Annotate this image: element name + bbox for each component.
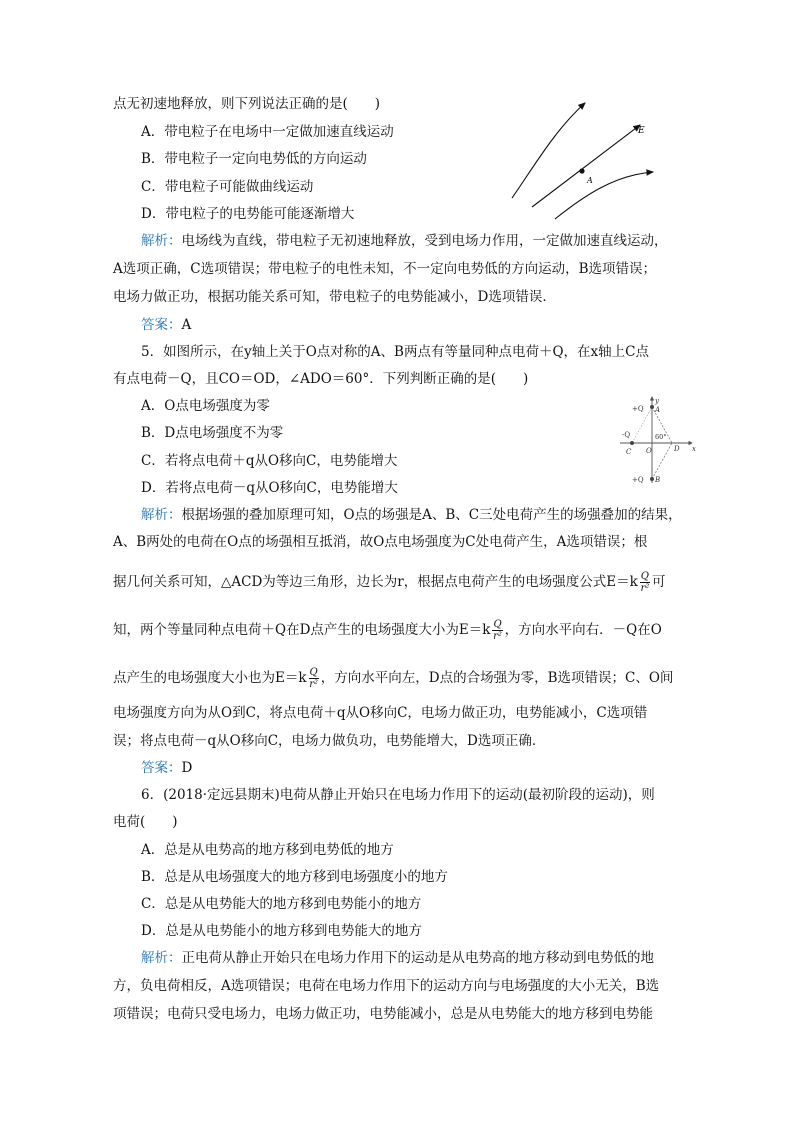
- fraction-q-r2: [492, 619, 502, 642]
- q4-analysis-line-1: 电场线为直线，带电粒子无初速地释放，受到电场力作用，一定做加速直线运动，: [181, 233, 668, 249]
- q6-analysis-line-2: 方，负电荷相反，A选项错误；电荷在电场力作用下的运动方向与电场强度的大小无关，B选: [113, 978, 660, 994]
- frac-den: r²: [309, 679, 319, 690]
- q4-analysis-line-2: A选项正确，C选项错误；带电粒子的电性未知，不一定向电势低的方向运动，B选项错误；: [113, 261, 656, 277]
- frac-den: r²: [640, 583, 650, 594]
- q4-analysis: [141, 232, 668, 250]
- q5-stem-2: 有点电荷－Q，且CO＝OD，∠ADO＝60°．下列判断正确的是( ): [113, 371, 529, 387]
- label-d: D: [674, 445, 680, 453]
- q5-stem-1: 5．如图所示，在y轴上关于O点对称的A、B两点有等量同种点电荷＋Q，在x轴上C点: [141, 344, 649, 360]
- q4-stem: 点无初速地释放，则下列说法正确的是( ): [113, 96, 381, 112]
- q5-option-d: D．若将点电荷－q从O移向C，电势能增大: [141, 480, 398, 496]
- analysis-label: 解析：: [141, 950, 182, 966]
- analysis-label: 解析：: [141, 233, 182, 249]
- text: 可: [651, 574, 666, 590]
- field-label-e: E: [638, 126, 645, 136]
- q5-option-c: C．若将点电荷＋q从O移向C，电势能增大: [141, 453, 398, 469]
- minus-q: -Q: [622, 431, 631, 439]
- plus-q-top: +Q: [632, 405, 644, 413]
- frac-num: Q: [309, 667, 318, 678]
- label-o: O: [646, 447, 652, 455]
- q4-analysis-line-3: 电场力做正功，根据功能关系可知，带电粒子的电势能减小，D选项错误．: [113, 289, 556, 305]
- charge-c: [630, 441, 634, 445]
- q6-option-a: A．总是从电势高的地方移到电势低的地方: [141, 842, 394, 858]
- frac-den: r²: [493, 631, 502, 642]
- q5-answer-value: D: [181, 760, 193, 776]
- fraction-q-r2: [309, 667, 319, 690]
- q5-analysis-line-4: [113, 619, 662, 642]
- plus-q-bottom: +Q: [632, 476, 644, 484]
- q5-answer: [141, 759, 192, 777]
- q5-analysis-line-1: 根据场强的叠加原理可知，O点的场强是A、B、C三处电荷产生的场强叠加的结果，: [181, 507, 682, 523]
- charge-a: [650, 405, 654, 409]
- point-a-dot: [579, 168, 584, 173]
- angle-label: 60°: [655, 433, 667, 441]
- analysis-label: 解析：: [141, 507, 182, 523]
- q6-analysis-line-3: 项错误；电荷只受电场力，电场力做正功，电势能减小，总是从电势能大的地方移到电势能: [113, 1006, 653, 1022]
- q5-option-a: A．O点电场强度为零: [141, 398, 270, 414]
- q4-option-a: A．带电粒子在电场中一定做加速直线运动: [141, 124, 394, 140]
- label-c: C: [626, 448, 632, 456]
- frac-num: Q: [493, 619, 502, 630]
- q5-analysis-line-6: 电场强度方向为从O到C，将点电荷＋q从O移向C，电场力做正功，电势能减小，C选项错: [113, 705, 648, 721]
- q5-analysis-line-2: A、B两处的电荷在O点的场强相互抵消，故O点电场强度为C处电荷产生，A选项错误；根: [113, 534, 648, 550]
- q6-option-d: D．总是从电势能小的地方移到电势能大的地方: [141, 923, 422, 939]
- text: 知，两个等量同种点电荷＋Q在D点产生的电场强度大小为E＝k: [113, 622, 491, 638]
- q6-analysis-line-1: 正电荷从静止开始只在电场力作用下的运动是从电势高的地方移动到电势低的地: [181, 950, 654, 966]
- q4-option-d: D．带电粒子的电势能可能逐渐增大: [141, 206, 355, 222]
- y-label: y: [655, 397, 659, 405]
- q4-field-line-figure: [500, 95, 670, 225]
- q6-option-b: B．总是从电场强度大的地方移到电场强度小的地方: [141, 869, 448, 885]
- text: ，方向水平向左，D点的合场强为零，B选项错误；C、O间: [320, 670, 674, 686]
- field-line-straight: [532, 125, 640, 207]
- text: 据几何关系可知，△ACD为等边三角形，边长为r，根据点电荷产生的电场强度公式E＝k: [113, 574, 638, 590]
- label-b: B: [655, 476, 661, 484]
- text: ，方向水平向右．－Q在O: [504, 622, 662, 638]
- frac-num: Q: [640, 571, 649, 582]
- q5-charge-figure: [612, 393, 702, 488]
- fraction-q-r2: [640, 571, 650, 594]
- text: 点产生的电场强度大小也为E＝k: [113, 670, 307, 686]
- q4-option-b: B．带电粒子一定向电势低的方向运动: [141, 151, 367, 167]
- field-line-upper: [512, 103, 585, 198]
- q4-answer: [141, 316, 191, 334]
- charge-b: [650, 477, 654, 481]
- q5-analysis-line-3: [113, 571, 665, 594]
- q5-analysis-line-5: [113, 667, 673, 690]
- label-a: A: [655, 406, 661, 414]
- q4-answer-value: A: [181, 317, 192, 333]
- q6-analysis: [141, 949, 654, 967]
- q4-option-c: C．带电粒子可能做曲线运动: [141, 179, 314, 195]
- q5-analysis-line-7: 误；将点电荷－q从O移向C，电场力做负功，电势能增大，D选项正确．: [113, 733, 546, 749]
- x-label: x: [692, 445, 696, 453]
- q6-stem-2: 电荷( ): [113, 814, 178, 830]
- q5-option-b: B．D点电场强度不为零: [141, 425, 284, 441]
- q5-analysis: [141, 506, 682, 524]
- line-bd: [652, 443, 672, 479]
- q6-option-c: C．总是从电势能大的地方移到电势能小的地方: [141, 896, 422, 912]
- answer-label: 答案：: [141, 317, 182, 333]
- answer-label: 答案：: [141, 760, 182, 776]
- point-label-a: A: [587, 176, 593, 185]
- q6-stem-1: 6．(2018·定远县期末)电荷从静止开始只在电场力作用下的运动(最初阶段的运动)，则: [141, 787, 655, 803]
